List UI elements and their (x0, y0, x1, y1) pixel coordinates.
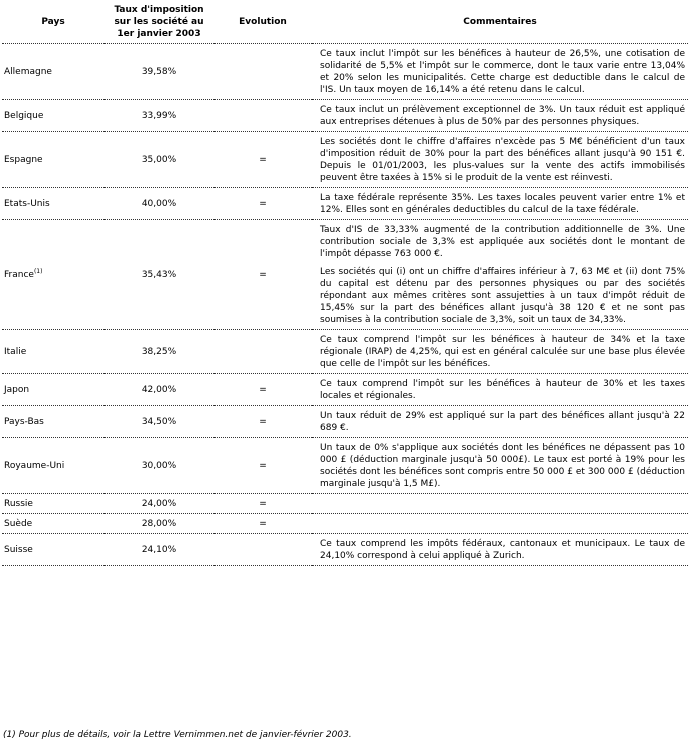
cell-taux: 42,00% (104, 374, 214, 406)
cell-commentaires (312, 514, 688, 534)
cell-pays (2, 438, 104, 494)
cell-pays (2, 514, 104, 534)
comment-paragraph: La taxe fédérale représente 35%. Les taxes locales peuvent varier entre 1% et 12%. Elles sont en générales deductibles du calcul de la taxe fédérale. (320, 193, 685, 215)
cell-commentaires (312, 188, 688, 220)
cell-commentaires (312, 406, 688, 438)
header-taux: Taux d'imposition sur les société au 1er janvier 2003 (104, 0, 214, 44)
cell-taux: 30,00% (104, 438, 214, 494)
table-row (2, 188, 688, 220)
comment-paragraph: Ce taux comprend l'impôt sur les bénéfices à hauteur de 34% et la taxe régionale (IRAP) de 4,25%, qui est en général calculée sur une base plus élevée que celle de l'impôt sur les bénéfices. (320, 335, 685, 369)
country-name: France (4, 270, 34, 280)
cell-evolution: = (214, 374, 312, 406)
cell-commentaires (312, 438, 688, 494)
comment-paragraph: Les sociétés qui (i) ont un chiffre d'affaires inférieur à 7, 63 M€ et (ii) dont 75% du capital est détenu par des personnes physiques ou par des sociétés répondant aux mêmes critères sont assujetties à un taux d'impôt réduit de 15,45% sur la part des bénéfices allant jusqu'à 38 120 € et ne sont pas soumises à la contribution sociale de 3,3%, soit un taux de 34,33%. (320, 267, 685, 325)
country-name: Russie (4, 499, 33, 509)
cell-evolution (214, 44, 312, 100)
cell-evolution: = (214, 406, 312, 438)
table-row (2, 406, 688, 438)
cell-evolution: = (214, 188, 312, 220)
cell-commentaires (312, 330, 688, 374)
header-commentaires: Commentaires (312, 0, 688, 44)
table-row (2, 100, 688, 132)
country-name: Japon (4, 385, 30, 395)
cell-pays (2, 44, 104, 100)
cell-pays (2, 220, 104, 330)
table-body (2, 44, 688, 566)
cell-taux: 34,50% (104, 406, 214, 438)
comment-paragraph: Ce taux inclut un prélèvement exceptionnel de 3%. Un taux réduit est appliqué aux entreprises détenues à plus de 50% par des personnes physiques. (320, 105, 685, 127)
table-row (2, 330, 688, 374)
cell-taux: 38,25% (104, 330, 214, 374)
cell-commentaires (312, 534, 688, 566)
table-row (2, 514, 688, 534)
cell-evolution: = (214, 220, 312, 330)
country-name: Italie (4, 347, 27, 357)
table-row (2, 374, 688, 406)
comment-paragraph: Un taux réduit de 29% est appliqué sur la part des bénéfices allant jusqu'à 22 689 €. (320, 411, 685, 433)
footnote-marker: (1) (33, 268, 43, 275)
table-row (2, 132, 688, 188)
cell-taux: 35,00% (104, 132, 214, 188)
comment-paragraph: Ce taux comprend les impôts fédéraux, cantonaux et municipaux. Le taux de 24,10% correspond à celui appliqué à Zurich. (320, 539, 685, 561)
cell-commentaires (312, 44, 688, 100)
cell-pays (2, 132, 104, 188)
country-name: Suisse (4, 545, 33, 555)
cell-pays (2, 100, 104, 132)
cell-taux: 35,43% (104, 220, 214, 330)
country-name: Royaume-Uni (4, 461, 65, 471)
cell-pays (2, 330, 104, 374)
cell-evolution: = (214, 494, 312, 514)
cell-evolution: = (214, 438, 312, 494)
cell-taux: 39,58% (104, 44, 214, 100)
cell-commentaires (312, 220, 688, 330)
country-name: Espagne (4, 155, 43, 165)
tax-rate-table (2, 0, 688, 566)
cell-pays (2, 406, 104, 438)
cell-pays (2, 188, 104, 220)
table-row (2, 534, 688, 566)
cell-commentaires (312, 494, 688, 514)
comment-paragraph: Ce taux comprend l'impôt sur les bénéfices à hauteur de 30% et les taxes locales et régionales. (320, 379, 685, 401)
cell-taux: 24,10% (104, 534, 214, 566)
cell-evolution: = (214, 132, 312, 188)
cell-evolution: = (214, 514, 312, 534)
cell-commentaires (312, 132, 688, 188)
country-name: Allemagne (4, 67, 52, 77)
table-row (2, 494, 688, 514)
cell-commentaires (312, 374, 688, 406)
comment-paragraph: Ce taux inclut l'impôt sur les bénéfices à hauteur de 26,5%, une cotisation de solidarité de 5,5% et l'impôt sur le commerce, dont le taux varie entre 13,04% et 20% selon les municipalités. Cette charge est deductible dans le calcul de l'IS. Un taux moyen de 16,14% a été retenu dans le calcul. (320, 49, 685, 95)
country-name: Pays-Bas (4, 417, 44, 427)
country-name: Belgique (4, 111, 44, 121)
cell-pays (2, 374, 104, 406)
header-pays: Pays (2, 0, 104, 44)
cell-evolution (214, 330, 312, 374)
cell-commentaires (312, 100, 688, 132)
comment-paragraph: Taux d'IS de 33,33% augmenté de la contribution additionnelle de 3%. Une contribution sociale de 3,3% est appliquée aux sociétés dont le montant de l'impôt dépasse 763 000 €. (320, 225, 685, 259)
country-name: Etats-Unis (4, 199, 50, 209)
cell-taux: 24,00% (104, 494, 214, 514)
footnote: (1) Pour plus de détails, voir la Lettre Vernimmen.net de janvier-février 2003. (3, 730, 352, 740)
table-header-row (2, 0, 688, 44)
comment-paragraph: Les sociétés dont le chiffre d'affaires n'excède pas 5 M€ bénéficient d'un taux d'imposition réduit de 30% pour la part des bénéfices allant jusqu'à 90 151 €. Depuis le 01/01/2003, les plus-values sur la vente des actifs immobilisés peuvent être taxées à 15% si le produit de la vente est réinvesti. (320, 137, 685, 183)
cell-taux: 40,00% (104, 188, 214, 220)
cell-pays (2, 494, 104, 514)
cell-pays (2, 534, 104, 566)
country-name: Suède (4, 519, 33, 529)
comment-paragraph: Un taux de 0% s'applique aux sociétés dont les bénéfices ne dépassent pas 10 000 £ (déduction marginale jusqu'à 50 000£). Le taux est porté à 19% pour les sociétés dont les bénéfices sont compris entre 50 000 £ et 300 000 £ (déduction marginale jusqu'à 1,5 M£). (320, 443, 685, 489)
cell-evolution (214, 534, 312, 566)
header-evolution: Evolution (214, 0, 312, 44)
table-row (2, 220, 688, 330)
table-row (2, 44, 688, 100)
cell-taux: 33,99% (104, 100, 214, 132)
table-row (2, 438, 688, 494)
cell-taux: 28,00% (104, 514, 214, 534)
cell-evolution (214, 100, 312, 132)
